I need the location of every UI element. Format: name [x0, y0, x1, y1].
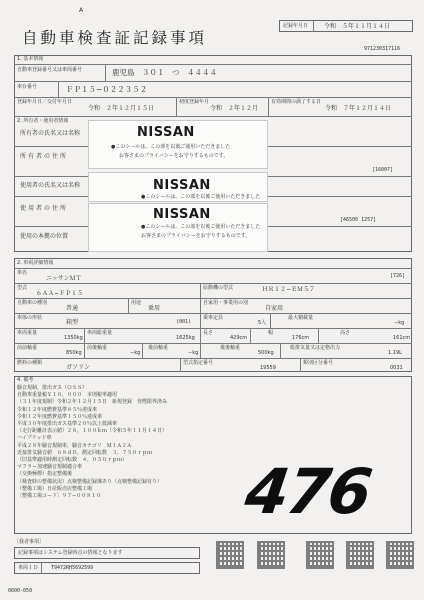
engine-value: ＨＲ１２−ＥＭ５７ [262, 286, 316, 293]
remarks-line: 自動車重量税￥１０，０００ 本則税率適用 [17, 392, 118, 399]
vehicle-type-value: 普通 [66, 305, 79, 312]
vehicle-id-value: T9472RH5692599 [51, 565, 94, 571]
remarks-line: （３１年度規制）令和２年１２月１５日 新規登録 発煙限界済み [17, 399, 168, 406]
remarks-line: 平成２８年騒音規制車，騒音カテゴリ Ｍ１Ａ２Ａ [17, 442, 132, 449]
weight-label: 車両重量 [17, 330, 38, 336]
class-label: 類別区分番号 [303, 360, 334, 366]
remarks-line: ハイブリッド車 [17, 435, 52, 442]
capacity-value: 5人 [258, 320, 267, 326]
nissan-logo: NISSAN [153, 178, 211, 193]
rear-axle-value: 500kg [258, 350, 274, 356]
rear-front-axle-value: −kg [188, 350, 199, 356]
reg-value: 鹿児島 ３０１ つ ４４４４ [112, 68, 217, 77]
qr-code-icon [216, 541, 244, 569]
basic-section-label: 1. 基本情報 [17, 56, 44, 62]
body-label: 車体の形状 [17, 315, 43, 321]
footer-info-box [14, 547, 200, 559]
length-value: 429cm [230, 335, 248, 341]
first-reg2-label: 初度登録年月 [179, 99, 210, 105]
vehicle-type-label: 自動車の種別 [17, 300, 48, 306]
model-value: ６ＡＡ−ＦＰ１５ [36, 290, 84, 297]
issue-date-box [279, 20, 413, 32]
remarks-line: （交換極標）指定整備後 [17, 471, 73, 478]
seal-text-line: ●このシールは、この部を以後ご使用いただきました [141, 224, 261, 230]
type-approval-label: 型式指定番号 [183, 360, 214, 366]
fuel-label: 燃料の種類 [17, 360, 43, 366]
remarks-line: 平成３０年度排出ガス基準２０％以上低減車 [17, 421, 118, 427]
body-value: 箱型 [66, 319, 79, 326]
nissan-logo: NISSAN [137, 125, 195, 140]
remarks-line: （走行距離計表示値）２８，１００ｋｍ（令和５年１１月１４日） [17, 428, 168, 435]
owner-name-label: 所有者の氏名又は名称 [20, 130, 81, 137]
rear-axle-label: 後後軸重 [220, 345, 241, 351]
user-name-label: 使用者の氏名又は名称 [20, 182, 81, 189]
model-label: 型式 [17, 285, 28, 291]
rear-front-axle-label: 後前軸重 [148, 345, 169, 351]
front-axle-label: 前前軸重 [17, 345, 38, 351]
seal-text-line: ●このシールは、この部を以後ご使用いただきました [141, 194, 261, 200]
vehicle-section-label: 2. 車両詳細情報 [17, 260, 54, 266]
seal-text-line: ●このシールは、この部を以後ご使用いただきました [111, 144, 231, 150]
chassis-label: 車台番号 [17, 84, 38, 90]
length-label: 長さ [203, 330, 214, 336]
business-label: 自家用・事業用の別 [203, 300, 249, 306]
car-name-code: [726] [390, 273, 406, 279]
front-rear-axle-value: −kg [130, 350, 141, 356]
footer-info-label: ［我者事項］ [14, 539, 45, 545]
class-value: 0031 [390, 365, 403, 371]
displacement-value: 1.19L [388, 350, 402, 356]
car-name-value: ニッサンＭＴ [46, 275, 82, 282]
maxload-label: 最大積載量 [288, 315, 314, 321]
first-reg-label: 登録年月日／交付年月日 [17, 99, 73, 105]
form-number: 0600-050 [8, 588, 33, 594]
use-label: 用途 [131, 300, 142, 306]
chassis-value: ＦＰ１５−０２２３５２ [66, 85, 148, 94]
nissan-logo: NISSAN [153, 207, 211, 222]
remarks-line: 近接排気騒音値 ６８ｄＢ，測定回転数 ３，７５０ｒｐｍ [17, 449, 153, 456]
width-label: 幅 [268, 330, 274, 336]
engine-label: 原動機の型式 [203, 285, 234, 291]
owner-addr-label: 所有者の住所 [20, 153, 69, 160]
gross-weight-value: 1625kg [176, 335, 195, 341]
qr-code-icon [306, 541, 334, 569]
remarks-line: （検査時の整備状況）点検整備記録簿あり（点検整備記録有り） [17, 478, 163, 485]
remarks-line: 〔整備工場コード〕９７−００８１０ [17, 493, 102, 499]
remarks-section-label: 4. 備考 [17, 377, 34, 383]
use-value: 乗用 [148, 305, 161, 312]
expiry-value: 令和 ７年１２月１４日 [325, 105, 392, 112]
expiry-label: 有効期間の満了する日 [271, 99, 322, 105]
owner-section-label: 2. 所有者・使用者情報 [17, 118, 69, 124]
maxload-value: −kg [394, 320, 405, 326]
doc-number: 971230317116 [364, 46, 401, 52]
seal-text-line: お客さまのプライバシーをお守りするものです。 [141, 233, 251, 239]
vehicle-id-label: 車両ＩＤ [18, 565, 39, 571]
vehicle-id-box [14, 562, 200, 574]
remarks-line: （整備工場）日産販売店整備工場 [17, 485, 93, 492]
first-reg-value: 令和 ２年１２月１５日 [88, 105, 155, 112]
type-approval-value: 19559 [260, 365, 276, 371]
business-value: 自家用 [265, 305, 284, 312]
owner-code: [16007] [372, 167, 394, 173]
gross-weight-label: 車両総重量 [87, 330, 113, 336]
front-axle-value: 850kg [66, 350, 82, 356]
fuel-value: ガソリン [66, 364, 91, 371]
qr-code-icon [257, 541, 285, 569]
reg-label: 自動車登録番号又は車両番号 [17, 67, 83, 73]
title-marker: A [79, 7, 84, 14]
height-value: 161cm [393, 335, 411, 341]
remarks-line: 令和１２年度燃費基準１５０％達成車 [17, 413, 103, 420]
privacy-seal-3 [88, 203, 268, 252]
qr-code-icon [386, 541, 414, 569]
handwritten-number: 476 [240, 455, 375, 528]
privacy-seal-2 [88, 172, 268, 202]
displacement-label: 総排気量又は定格出力 [290, 345, 341, 351]
qr-code-icon [346, 541, 374, 569]
issue-date-label: 記録年月日 [283, 23, 309, 29]
front-rear-axle-label: 前後軸重 [87, 345, 108, 351]
issue-date-value: 令和 ５年１１月１４日 [324, 22, 391, 30]
height-label: 高さ [340, 330, 351, 336]
remarks-line: 令和１２年度燃費基準８５％達成車 [17, 406, 98, 413]
seal-text-line: お客さまのプライバシーをお守りするものです。 [119, 153, 229, 159]
page-title: 自動車検査証記録事項 [22, 29, 208, 47]
base-location-label: 使用の本拠の位置 [20, 233, 69, 240]
user-addr-label: 使用者の住所 [20, 205, 69, 212]
body-code: (001) [176, 319, 192, 325]
remarks-line: マフラー加速騒音規制適合車 [17, 464, 83, 471]
weight-value: 1350kg [64, 335, 83, 341]
capacity-label: 乗車定員 [203, 315, 224, 321]
width-value: 176cm [292, 335, 310, 341]
car-name-label: 車名 [17, 270, 28, 276]
footer-info-text: 記録事項はシステム登録時点の情報となります [18, 550, 123, 556]
remarks-line: （旧基準適用時測定回転数 ４，０５０ｒｐｍ） [17, 457, 128, 463]
remarks-line: 騒音規制，排出ガス（ＯＳＳ） [17, 385, 88, 391]
first-reg2-value: 令和 ２年１２月 [210, 105, 259, 112]
user-code: [46500 1257] [340, 217, 377, 223]
privacy-seal-1 [88, 120, 268, 169]
